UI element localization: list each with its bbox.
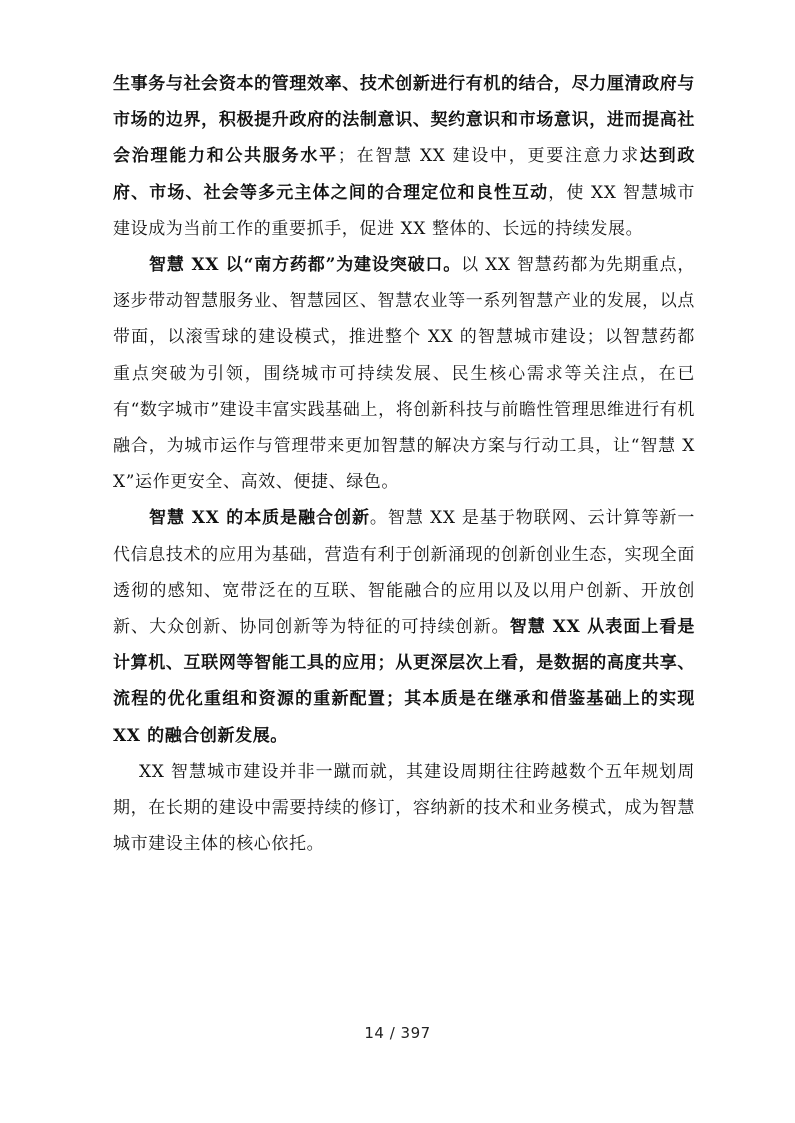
page-number: [0, 1024, 795, 1042]
normal-text: ，使 XX 智慧城市建设成为当前工作的重要抓手，促进 XX 整体的、长远的持续发展。: [113, 182, 695, 239]
bold-heading-text: 智慧 XX 的本质是融合创新: [149, 508, 370, 529]
normal-text: 以 XX 智慧药都为先期重点，逐步带动智慧服务业、智慧园区、智慧农业等一系列智慧产业的发展，以点带面，以滚雪球的建设模式，推进整个 XX 的智慧城市建设；以智慧药都重点突破为引领，围绕城市可持续发展、民生核心需求等关注点，在已有“数字城市”建设丰富实践基础上，将创新科技与前瞻性管理思维进行有机融合，为城市运作与管理带来更加智慧的解决方案与行动工具，让“智慧 XX”运作更安全、高效、便捷、绿色。: [113, 255, 696, 493]
page-separator: /: [389, 1024, 396, 1042]
paragraph-4: [113, 754, 695, 863]
normal-text: XX 智慧城市建设并非一蹴而就，其建设周期往往跨越数个五年规划周期，在长期的建设中需要持续的修订，容纳新的技术和业务模式，成为智慧城市建设主体的核心依托。: [113, 761, 695, 855]
paragraph-1: [113, 66, 695, 247]
page-total: 397: [400, 1024, 431, 1042]
paragraph-2: [113, 247, 695, 500]
normal-text: 。智慧 XX 是基于物联网、云计算等新一代信息技术的应用为基础，营造有利于创新涌现的创新创业生态，实现全面透彻的感知、宽带泛在的互联、智能融合的应用以及以用户创新、开放创新、大众创新、协同创新等为特征的可持续创新。: [113, 508, 695, 638]
paragraph-3: [113, 500, 695, 753]
bold-heading-text: 智慧 XX 以“南方药都”为建设突破口。: [149, 255, 462, 276]
page-current: 14: [364, 1024, 385, 1042]
normal-text: ；在智慧 XX 建设中，更要注意力求: [337, 146, 640, 167]
bold-text: 智慧 XX 从表面上看是计算机、互联网等智能工具的应用；从更深层次上看，是数据的高度共享、流程的优化重组和资源的重新配置；其本质是在继承和借鉴基础上的实现 XX 的融合创新发展。: [113, 617, 696, 746]
bold-text: 生事务与社会资本的管理效率、技术创新进行有机的结合，尽力厘清政府与市场的边界，积极提升政府的法制意识、契约意识和市场意识，进而提高社会治理能力和公共服务水平: [113, 74, 695, 167]
bold-text: 达到政府、市场、社会等多元主体之间的合理定位和良性互动: [113, 146, 696, 203]
body-text: [113, 66, 695, 862]
